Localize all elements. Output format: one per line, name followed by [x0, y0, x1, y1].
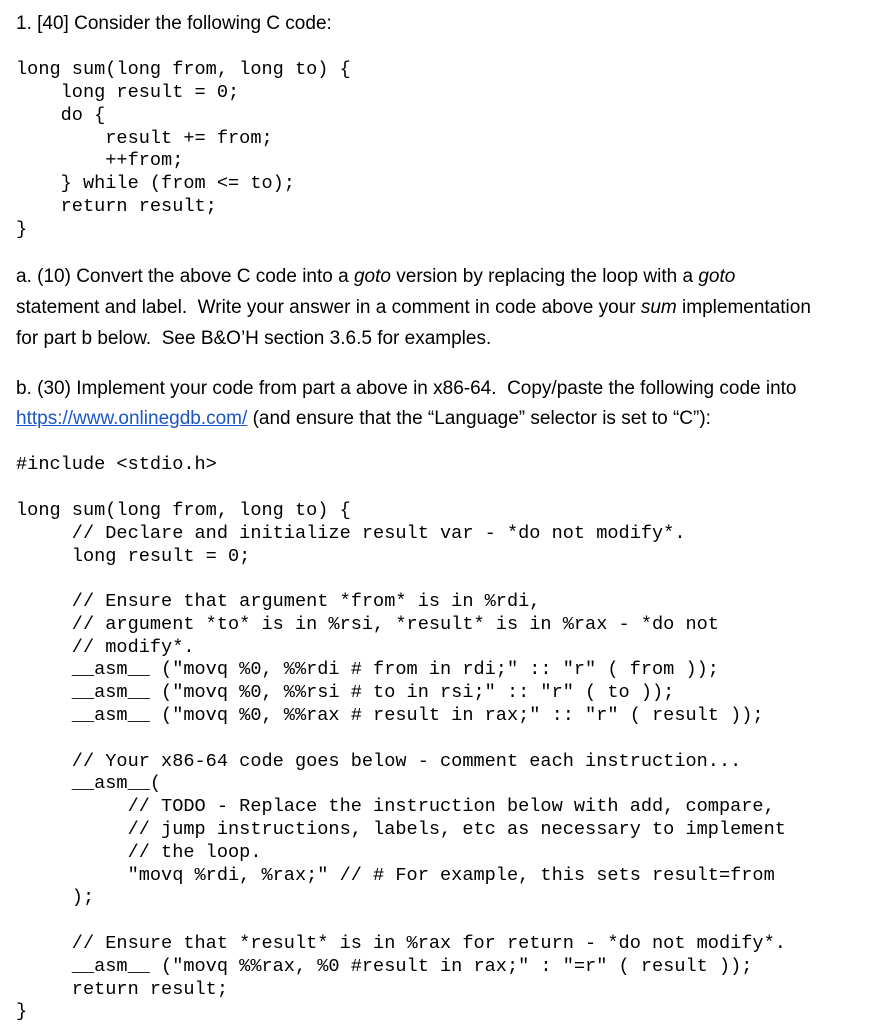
part-b-text-segment: (and ensure that the “Language” selector is set to “C”):: [247, 408, 711, 429]
code-line: __asm__(: [16, 773, 162, 794]
code-line: __asm__ ("movq %0, %%rax # result in rax;" :: "r" ( result ));: [16, 705, 764, 726]
code-line: // TODO - Replace the instruction below with add, compare,: [16, 796, 775, 817]
onlinegdb-link[interactable]: https://www.onlinegdb.com/: [16, 408, 248, 429]
part-a-text-segment: a. (10) Convert the above C code into a: [16, 266, 354, 287]
part-a-line-2: [16, 296, 811, 320]
code-line: // modify*.: [16, 637, 195, 658]
code-line: // Your x86-64 code goes below - comment each instruction...: [16, 751, 742, 772]
code-line: // the loop.: [16, 842, 262, 863]
part-a-text-segment: statement and label. Write your answer in a comment in code above your: [16, 297, 641, 318]
code-line: }: [16, 1001, 28, 1022]
code-line: );: [16, 887, 95, 908]
code-line: __asm__ ("movq %0, %%rdi # from in rdi;" :: "r" ( from ));: [16, 659, 719, 680]
part-a-line-1: [16, 265, 735, 289]
code-line: }: [16, 219, 28, 240]
part-b-line-1: b. (30) Implement your code from part a above in x86-64. Copy/paste the following code into: [16, 378, 797, 399]
code-line: return result;: [16, 196, 217, 217]
code-line: long result = 0;: [16, 82, 240, 103]
code-line: long sum(long from, long to) {: [16, 59, 351, 80]
code-line: do {: [16, 105, 106, 126]
part-a-goto-word: goto: [353, 266, 391, 287]
code-line: __asm__ ("movq %0, %%rsi # to in rsi;" :: "r" ( to ));: [16, 682, 675, 703]
part-a-text-segment: version by replacing the loop with a: [390, 266, 699, 287]
code-line: return result;: [16, 979, 229, 1000]
code-line: __asm__ ("movq %%rax, %0 #result in rax;" : "=r" ( result ));: [16, 956, 753, 977]
part-b-line-2: [16, 407, 711, 431]
code-line: // jump instructions, labels, etc as necessary to implement: [16, 819, 786, 840]
code-line: // Ensure that *result* is in %rax for return - *do not modify*.: [16, 933, 786, 954]
part-a-line-3: for part b below. See B&O’H section 3.6.5 for examples.: [16, 328, 492, 349]
code-line: } while (from <= to);: [16, 173, 295, 194]
part-a-text-segment: implementation: [676, 297, 811, 318]
part-a-goto-word: goto: [698, 266, 736, 287]
code-line: "movq %rdi, %rax;" // # For example, this sets result=from: [16, 865, 775, 886]
code-line: #include <stdio.h>: [16, 454, 217, 475]
code-line: // Declare and initialize result var - *do not modify*.: [16, 523, 686, 544]
part-a-sum-word: sum: [640, 297, 677, 318]
code-line: // argument *to* is in %rsi, *result* is in %rax - *do not: [16, 614, 719, 635]
code-line: // Ensure that argument *from* is in %rdi,: [16, 591, 541, 612]
code-line: result += from;: [16, 128, 273, 149]
code-line: long sum(long from, long to) {: [16, 500, 351, 521]
question-header: 1. [40] Consider the following C code:: [16, 13, 332, 34]
code-line: ++from;: [16, 150, 184, 171]
code-line: long result = 0;: [16, 546, 251, 567]
